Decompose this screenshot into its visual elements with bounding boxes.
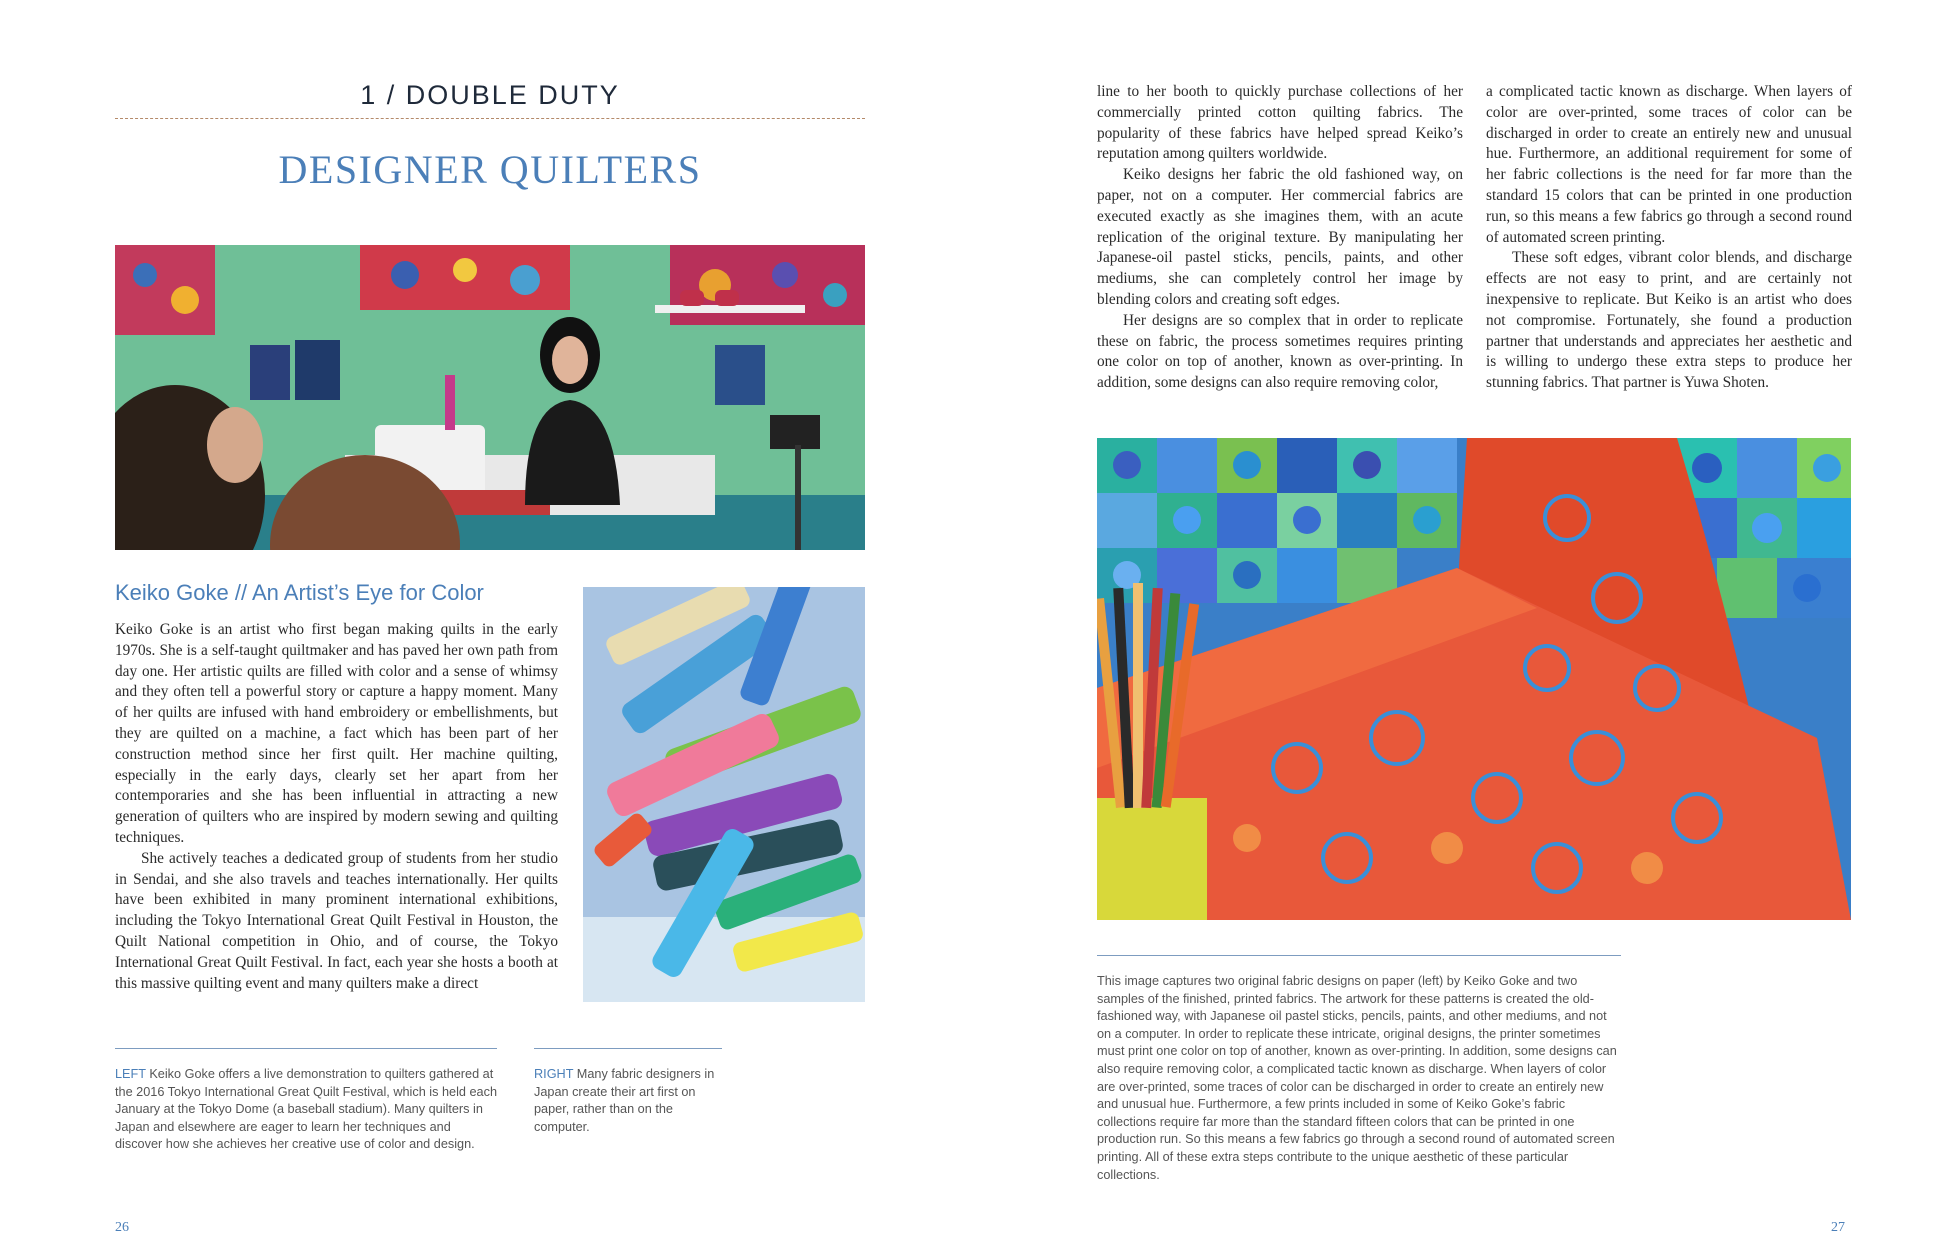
page-number-left: 26	[115, 1220, 129, 1235]
right-column-1	[1097, 82, 1463, 394]
body-paragraph: She actively teaches a dedicated group of students from her studio in Sendai, and she also travels and teaches internationally. Her quilts have been exhibited in many prominent international exhibitions, including the Tokyo International Great Quilt Festival in Houston, the Quilt National competition in Ohio, and of course, the Tokyo International Great Quilt Festival. In fact, each year she hosts a booth at this massive quilting event and many quilters make a direct	[115, 849, 558, 992]
demonstration-illustration	[115, 245, 865, 550]
section-heading	[115, 580, 575, 606]
body-paragraph: These soft edges, vibrant color blends, and discharge effects are not easy to print, and are certainly not inexpensive to replicate. But Keiko is an artist who does not compromise. Fortunately, she found a production partner that understands and appreciates her aesthetic and is willing to undergo these extra steps to produce her stunning fabrics. That partner is Yuwa Shoten.	[1486, 249, 1852, 392]
caption-rule-left	[115, 1048, 497, 1049]
caption-lead-left: LEFT	[115, 1067, 146, 1081]
page-number-right: 27	[1831, 1220, 1845, 1235]
caption-fabrics: This image captures two original fabric designs on paper (left) by Keiko Goke and two samples of the finished, printed fabrics. The artwork for these patterns is created the old-fashioned way, with Japanese oil pastel sticks, pencils, paints, and other mediums, and not on a computer. In order to replicate these intricate, original designs, the printer sometimes must print one color on top of another, known as over-printing. In addition, some designs can also require removing color, a complicated tactic known as discharge. When layers of color are over-printed, some traces of color can be discharged in order to create an entirely new and unusual hue. Furthermore, a few prints included in some of Keiko Goke’s fabric collections require far more than the standard fifteen colors that can be printed in one production run. So this means a few fabrics go through a second round of automated screen printing. All of these extra steps contribute to the unique aesthetic of these particular collections.	[1097, 974, 1617, 1182]
section-separator: //	[228, 580, 252, 605]
body-paragraph: line to her booth to quickly purchase collections of her commercially printed cotton quilting fabrics. The popularity of these fabrics have helped spread Keiko’s reputation among quilters worldwide.	[1097, 83, 1463, 163]
caption-text-right: Many fabric designers in Japan create their art first on paper, rather than on the computer.	[534, 1067, 715, 1134]
body-paragraph: a complicated tactic known as discharge. When layers of color are over-printed, some traces of color can be discharged in order to create an entirely new and unusual hue. Furthermore, an additional requirement for some of her fabric collections is the need for far more than the standard 15 colors that can be printed in one production run, so this means a few fabrics go through a second round of automated screen printing.	[1486, 83, 1852, 246]
body-paragraph: Keiko designs her fabric the old fashioned way, on paper, not on a computer. Her commercial fabrics are executed exactly as she imagines them, with an acute replication of the original texture. By manipulating her Japanese-oil pastel sticks, pencils, paints, and other mediums, she can completely control her image by blending colors and creating soft edges.	[1097, 166, 1463, 308]
section-subtitle: An Artist’s Eye for Color	[251, 580, 484, 605]
caption-left	[115, 1066, 497, 1154]
body-paragraph: Her designs are so complex that in order to replicate these on fabric, the process sometimes requires printing one color on top of another, known as over-printing. In addition, some designs can also require removing color,	[1097, 311, 1463, 392]
caption-lead-right: RIGHT	[534, 1067, 574, 1081]
section-name: Keiko Goke	[115, 580, 229, 605]
chapter-heading: 1 / DOUBLE DUTY	[360, 80, 620, 110]
chapter-divider	[115, 118, 865, 119]
body-paragraph: Keiko Goke is an artist who first began making quilts in the early 1970s. She is a self-taught quiltmaker and has paved her own path from day one. Her artistic quilts are filled with color and a sense of whimsy and they often tell a powerful story or capture a happy moment. Many of her quilts are infused with hand embroidery or embellishments, but they are quilted on a machine, a fact which has been part of her construction method since her first quilt. Her machine quilting, especially in the early days, clearly set her apart from her contemporaries and she has been influential in attracting a new generation of quilters who are inspired by modern sewing and quilting techniques.	[115, 621, 558, 846]
pastel-sticks-photo	[583, 587, 865, 1002]
demonstration-photo	[115, 245, 865, 550]
fabrics-illustration	[1097, 438, 1851, 920]
fabrics-photo	[1097, 438, 1851, 920]
caption-text-left: Keiko Goke offers a live demonstration to quilters gathered at the 2016 Tokyo International Great Quilt Festival, which is held each January at the Tokyo Dome (a baseball stadium). Many quilters in Japan and elsewhere are eager to learn her techniques and discover how she achieves her creative use of color and design.	[115, 1067, 498, 1152]
caption-right	[534, 1066, 722, 1136]
right-column-2	[1486, 82, 1852, 394]
caption-rule-fabrics	[1097, 955, 1621, 956]
page-title: DESIGNER QUILTERS	[278, 147, 702, 192]
pastel-sticks-illustration	[583, 587, 865, 1002]
caption-rule-right	[534, 1048, 722, 1049]
left-body-text	[115, 620, 558, 994]
